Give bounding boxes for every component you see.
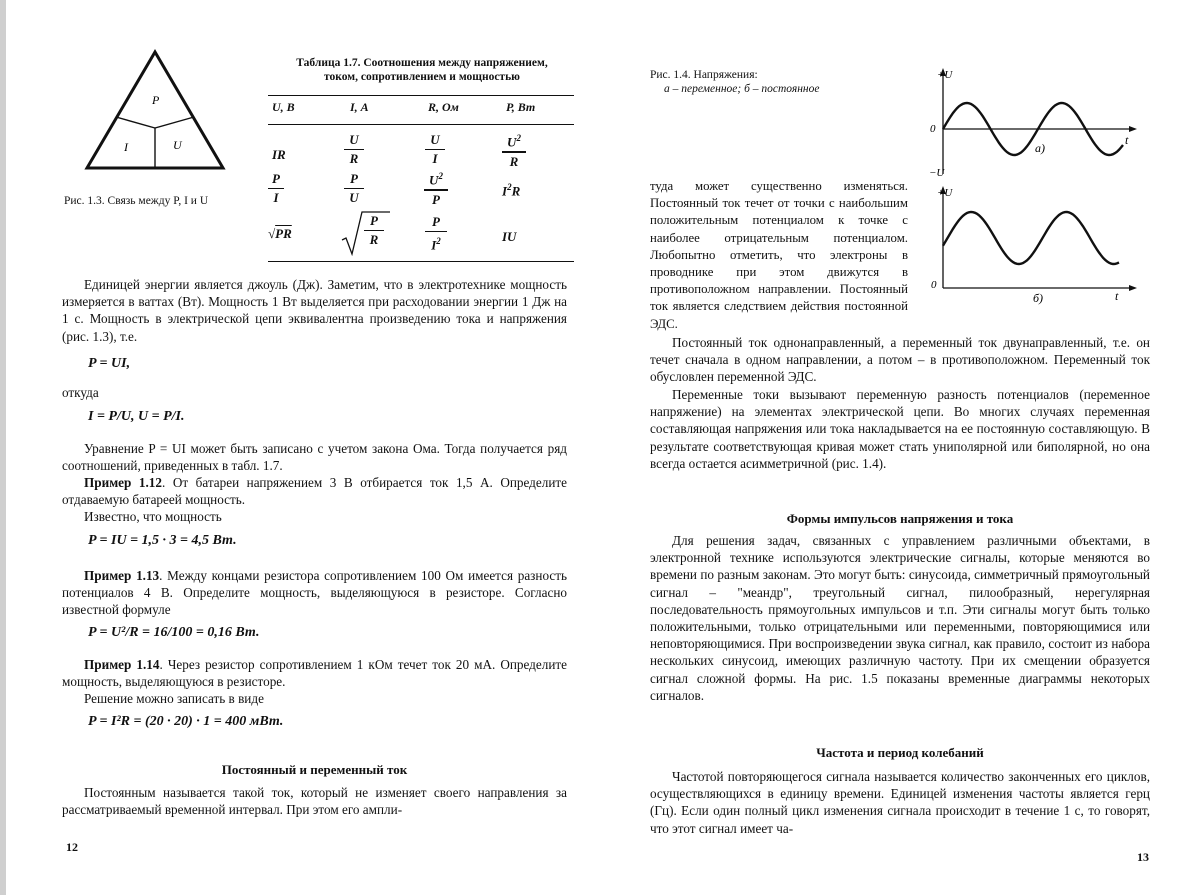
table-rule-bottom — [268, 261, 574, 262]
table-fraction: P R — [364, 213, 384, 248]
paragraph: туда может существенно изменяться. Постоянный ток течет от точки с наибольшим положительным потенциалом к точке с наиболее отрицательным потенциалом. Любопытно отметить, что электроны в проводнике при этом движутся в противоположном направлении. Постоянный ток является следствием действия постоянной ЭДС. — [650, 179, 908, 331]
table-fraction: $U^2$ R — [502, 130, 526, 170]
table-rule-top — [268, 95, 574, 96]
table-fraction: U R — [344, 132, 364, 167]
graph-label-a: а) — [1035, 141, 1045, 155]
section-heading: Частота и период колебаний — [816, 745, 984, 760]
example-paragraph: Пример 1.13. Между концами резистора сопротивлением 100 Ом имеется разность потенциалов 4 В. Определите мощность, выделяющуюся в резисторе. Согласно известной формуле — [62, 568, 567, 618]
paragraph: Известно, что мощность — [84, 509, 222, 524]
formula: P = I²R = (20 · 20) · 1 = 400 мВт. — [88, 714, 284, 729]
table-header-i: I, А — [350, 100, 369, 114]
triangle-label-top: P — [152, 93, 160, 107]
formula: I = P/U, U = P/I. — [88, 409, 185, 424]
graph-ac-voltage — [925, 66, 1145, 178]
formula: P = U²/R = 16/100 = 0,16 Вт. — [88, 625, 260, 640]
figure-caption — [650, 68, 910, 96]
paragraph: откуда — [62, 385, 99, 400]
table-fraction: U I — [425, 132, 445, 167]
figure-caption-line2: а – переменное; б – постоянное — [664, 83, 820, 95]
graph-dc-voltage — [925, 184, 1145, 306]
paragraph: Частотой повторяющегося сигнала называется количество законченных его циклов, осуществляющихся в единицу времени. Единицей изменения частоты является герц (Гц). Если один полный цикл изменения сигнала происходит в течение 1 с, то говорят, что этот сигнал имеет ча- — [650, 769, 1150, 836]
axis-label-t: t — [1115, 289, 1119, 303]
table-fraction: P $I^2$ — [425, 214, 447, 254]
table-title-line2: током, сопротивлением и мощностью — [324, 71, 520, 83]
formula: P = IU = 1,5 · 3 = 4,5 Вт. — [88, 533, 237, 548]
formula: P = UI, — [88, 356, 131, 371]
section-heading: Формы импульсов напряжения и тока — [786, 511, 1014, 526]
paragraph: Для решения задач, связанных с управлением различными объектами, в электронной технике используются электрические сигналы, которые меняются во времени по разным законам. Это могут быть: синусоида, симметричный прямоугольный сигнал – "меандр", треугольный сигнал, пилообразный, нерегулярная последовательность прямоугольных импульсов и т.п. Эти сигналы могут быть только положительными, только отрицательными или переменными, повторяющимися или неповторяющимися. При воспроизведении звука сигнал, как правило, состоит из набора нескольких синусоид, имеющих различную частоту. При их смещении образуется сигнал сложной формы. На рис. 1.5 показаны временные диаграммы некоторых сигналов. — [650, 533, 1150, 703]
paragraph: Уравнение P = UI может быть записано с учетом закона Ома. Тогда получается ряд соотношений, приведенных в табл. 1.7. — [62, 441, 567, 474]
table-header-r: R, Ом — [428, 100, 459, 114]
table-header-p: P, Вт — [506, 100, 536, 114]
axis-label-t: t — [1125, 133, 1129, 147]
table-rule-mid — [268, 124, 574, 125]
page-number: 13 — [1137, 850, 1149, 864]
axis-label-plus-u: +U — [937, 69, 953, 81]
table-fraction: P I — [268, 171, 284, 206]
paragraph: Решение можно записать в виде — [84, 691, 264, 706]
example-paragraph: Пример 1.12. От батареи напряжением 3 В отбирается ток 1,5 А. Определите отдаваемую батареей мощность. — [62, 475, 567, 508]
table-cell-sqrt: √PR — [268, 226, 292, 241]
page-number: 12 — [66, 840, 78, 854]
paragraph: Единицей энергии является джоуль (Дж). Заметим, что в электротехнике мощность измеряется в ваттах (Вт). Мощность 1 Вт выделяется при расходовании энергии 1 Дж на 1 с. Мощность в электрической цепи эквивалентна произведению тока и напряжения (рис. 1.3), т.е. — [62, 277, 567, 344]
power-triangle-diagram — [80, 48, 230, 176]
triangle-label-right: U — [173, 138, 182, 152]
section-heading: Постоянный и переменный ток — [221, 762, 408, 777]
table-title — [272, 56, 572, 84]
paragraph: Постоянный ток однонаправленный, а переменный ток двунаправленный, т.е. он течет сначала в одном направлении, а потом – в противоположном. Переменный ток обусловлен переменной ЭДС. — [650, 335, 1150, 385]
triangle-label-left: I — [124, 140, 128, 154]
axis-label-zero: 0 — [930, 123, 936, 135]
table-title-line1: Таблица 1.7. Соотношения между напряжением, — [296, 57, 548, 69]
table-cell: $I^2R$ — [502, 182, 521, 199]
right-page — [600, 0, 1200, 895]
page-edge — [0, 0, 6, 895]
table-cell: IR — [272, 147, 286, 162]
table-fraction: $U^2$ P — [424, 168, 448, 208]
figure-caption: Рис. 1.3. Связь между P, I и U — [64, 195, 209, 207]
table-cell: IU — [502, 229, 517, 244]
paragraph: Постоянным называется такой ток, который не изменяет своего направления за рассматриваемый временной интервал. При этом его ампли- — [62, 785, 567, 818]
axis-label-zero: 0 — [931, 279, 937, 291]
example-paragraph: Пример 1.14. Через резистор сопротивлением 1 кОм течет ток 20 мА. Определите мощность, выделяющуюся в резисторе. — [62, 657, 567, 690]
axis-label-minus-u: −U — [929, 167, 945, 178]
table-header-u: U, В — [272, 100, 295, 114]
paragraph: Переменные токи вызывают переменную разность потенциалов (переменное напряжение) на элементах электрической цепи. Во многих случаях переменная составляющая напряжения или тока накладывается на ее постоянную составляющую. В результате соответствующая кривая может стать униполярной или биполярной, но она всегда остается асимметричной (рис. 1.4). — [650, 387, 1150, 471]
graph-label-b: б) — [1033, 291, 1044, 305]
table-fraction: P U — [344, 171, 364, 206]
axis-label-plus-u: +U — [937, 187, 953, 199]
figure-caption-line1: Рис. 1.4. Напряжения: — [650, 69, 758, 81]
table-cell-sqrt-fraction — [340, 210, 390, 252]
